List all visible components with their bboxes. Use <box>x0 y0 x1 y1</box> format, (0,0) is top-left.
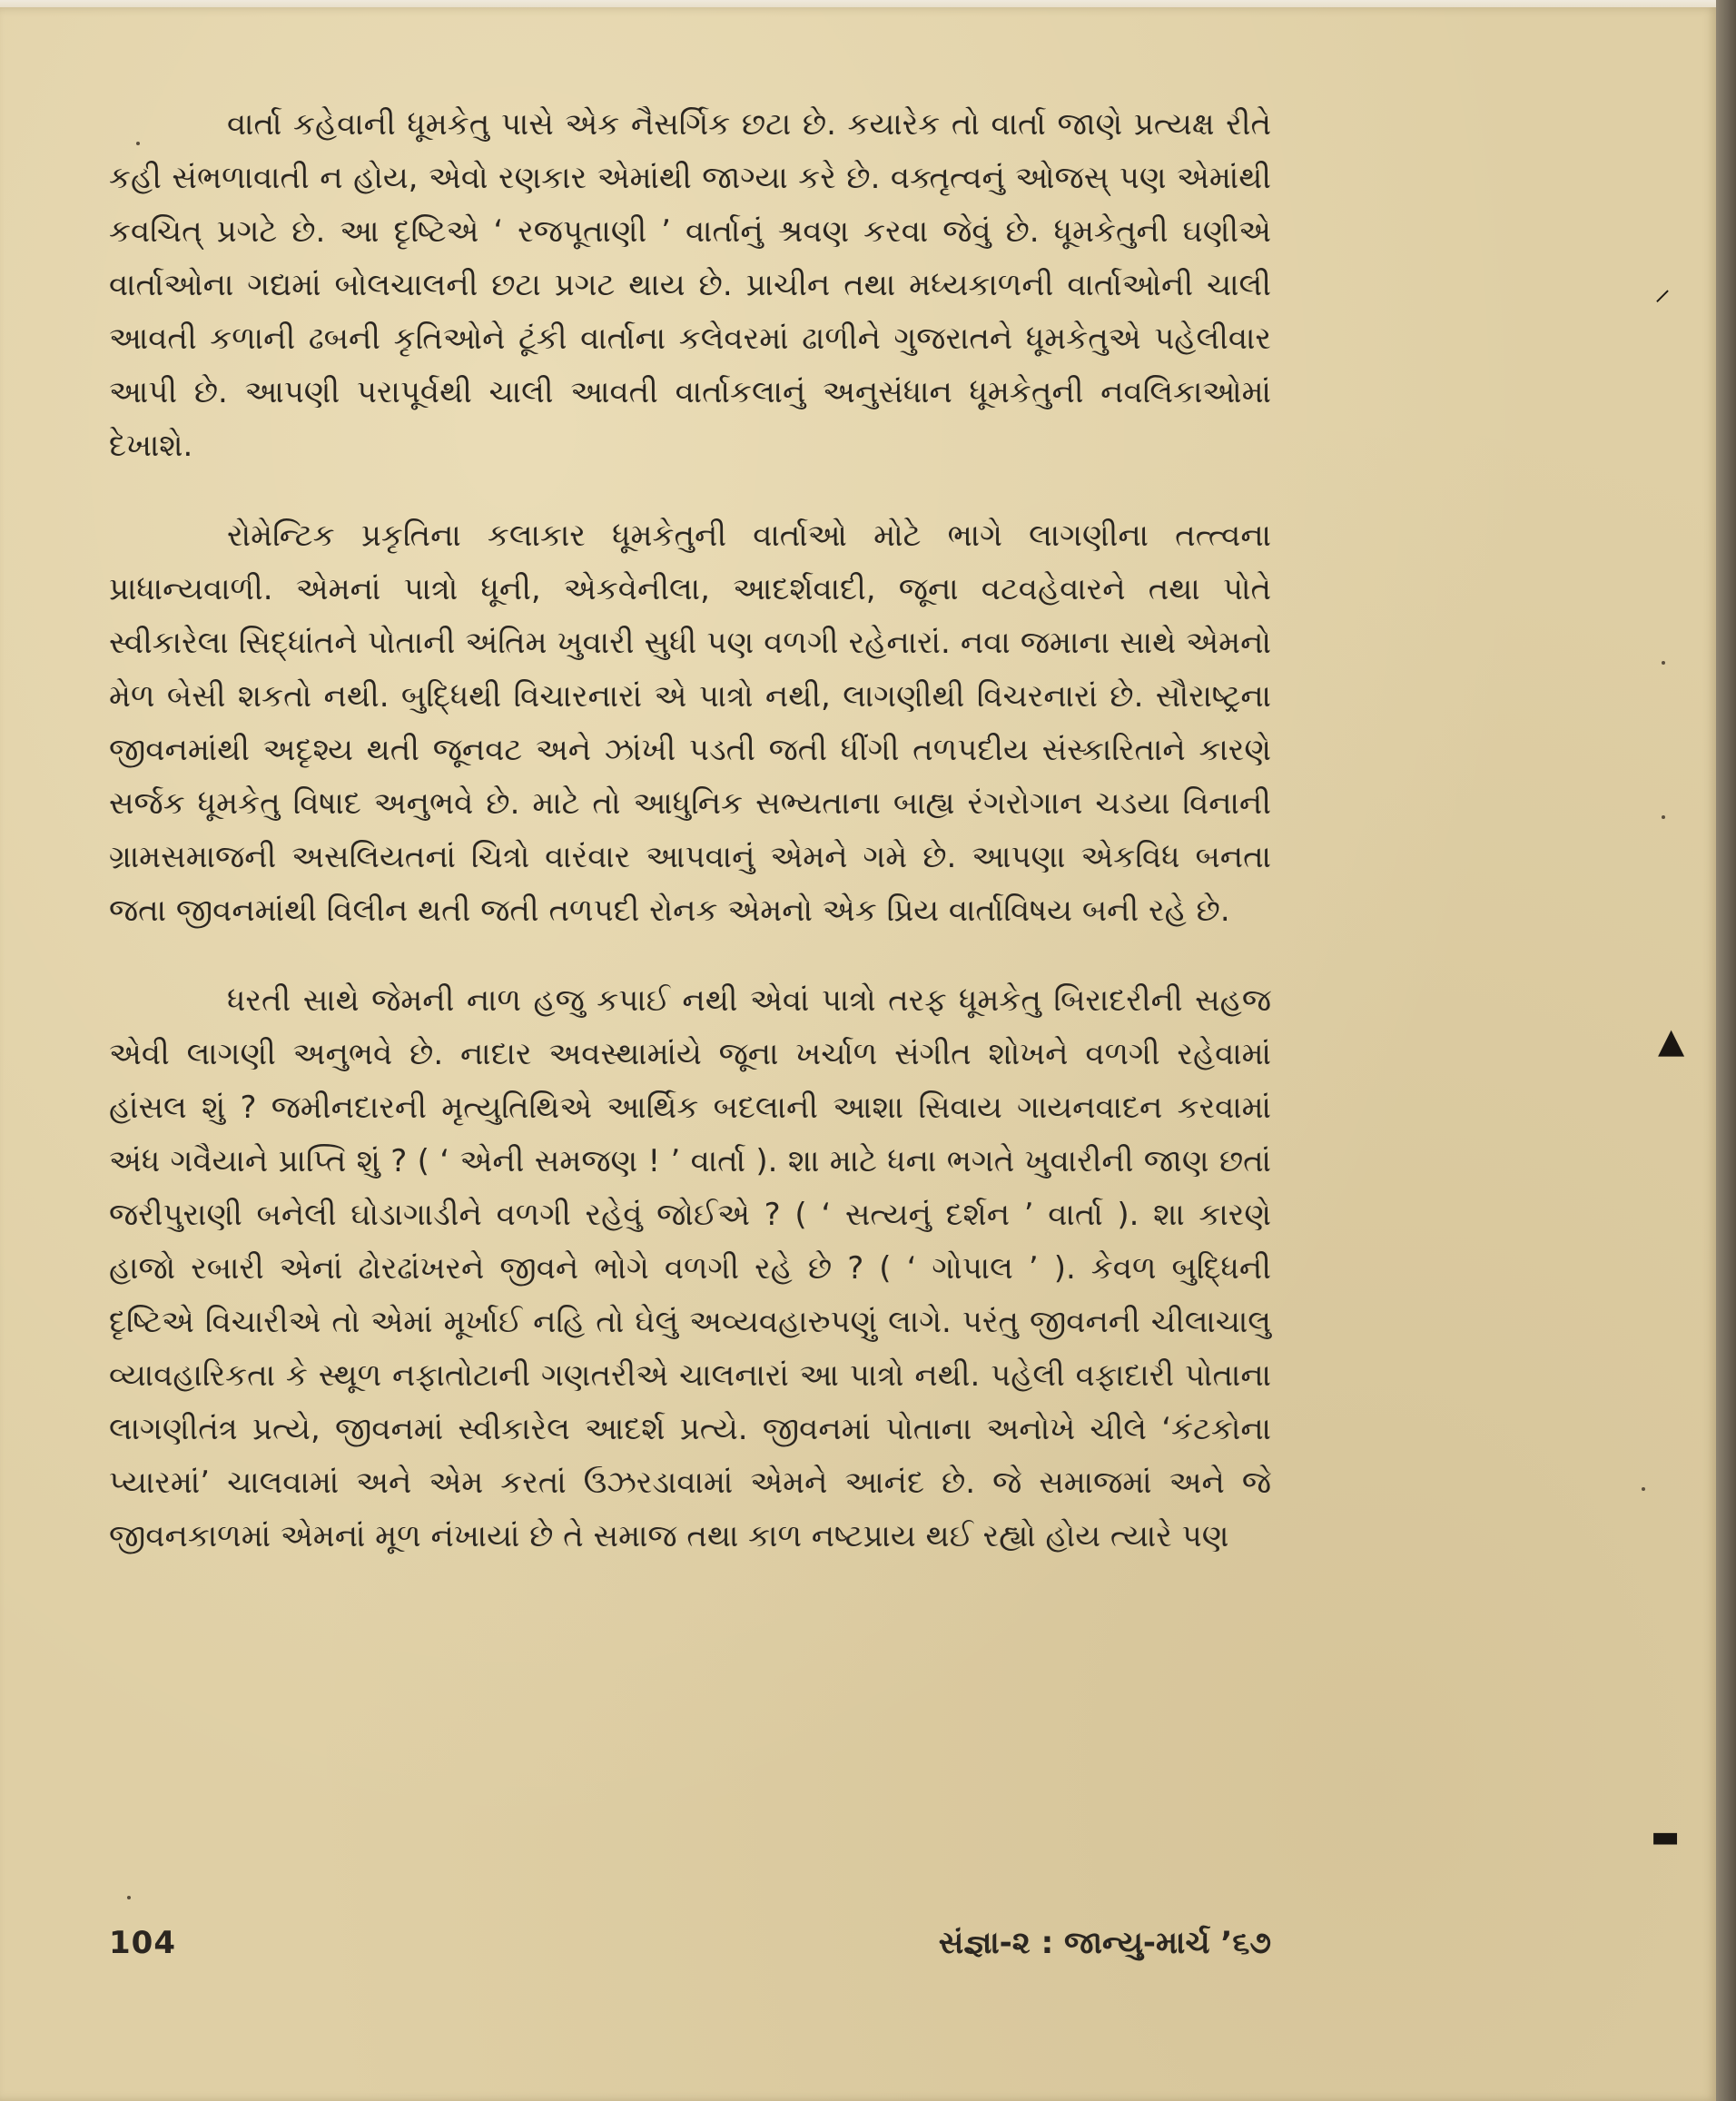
running-footer: સંજ્ઞા-૨ : જાન્યુ-માર્ચ ’૬૭ <box>938 1925 1271 1961</box>
paragraph-1: વાર્તા કહેવાની ધૂમકેતુ પાસે એક નૈસર્ગિક છટા છે. કયારેક તો વાર્તા જાણે પ્રત્યક્ષ રીતે કહી સંભળાવાતી ન હોય, એવો રણકાર એમાંથી જાગ્યા કરે છે. વક્તૃત્વનું ઓજસ્ પણ એમાંથી કવચિત્ પ્રગટે છે. આ દૃષ્ટિએ ‘ રજપૂતાણી ’ વાર્તાનું શ્રવણ કરવા જેવું છે. ધૂમકેતુની ઘણીએ વાર્તાઓના ગદ્યમાં બોલચાલની છટા પ્રગટ થાય છે. પ્રાચીન તથા મધ્યકાળની વાર્તાઓની ચાલી આવતી કળાની ઢબની કૃતિઓને ટૂંકી વાર્તાના કલેવરમાં ઢાળીને ગુજરાતને ધૂમકેતુએ પહેલીવાર આપી છે. આપણી પરાપૂર્વથી ચાલી આવતી વાર્તાકલાનું અનુસંધાન ધૂમકેતુની નવલિકાઓમાં દેખાશે. <box>109 106 1271 464</box>
paper-speck <box>136 142 140 145</box>
paper-speck <box>1642 1487 1645 1491</box>
paragraph-2: રોમેન્ટિક પ્રકૃતિના કલાકાર ધૂમકેતુની વાર્તાઓ મોટે ભાગે લાગણીના તત્ત્વના પ્રાધાન્યવાળી. એમનાં પાત્રો ધૂની, એકવેનીલા, આદર્શવાદી, જૂના વટવહેવારને તથા પોતે સ્વીકારેલા સિદ્ધાંતને પોતાની અંતિમ ખુવારી સુધી પણ વળગી રહેનારાં. નવા જમાના સાથે એમનો મેળ બેસી શકતો નથી. બુદ્ધિથી વિચારનારાં એ પાત્રો નથી, લાગણીથી વિચરનારાં છે. સૌરાષ્ટ્રના જીવનમાંથી અદૃશ્ય થતી જૂનવટ અને ઝાંખી પડતી જતી ધીંગી તળપદીય સંસ્કારિતાને કારણે સર્જક ધૂમકેતુ વિષાદ અનુભવે છે. માટે તો આધુનિક સભ્યતાના બાહ્ય રંગરોગાન ચડયા વિનાની ગ્રામસમાજની અસલિયતનાં ચિત્રો વારંવાર આપવાનું એમને ગમે છે. આપણા એકવિધ બનતા જતા જીવનમાંથી વિલીન થતી જતી તળપદી રોનક એમનો એક પ્રિય વાર્તાવિષય બની રહે છે. <box>109 518 1271 929</box>
margin-tick-mark: ⸝ <box>1654 271 1671 308</box>
margin-arrow-mark: ▲ <box>1658 1021 1685 1060</box>
body-text <box>109 98 1271 1563</box>
paper-speck <box>127 1896 131 1899</box>
paragraph-3: ધરતી સાથે જેમની નાળ હજુ કપાઈ નથી એવાં પાત્રો તરફ ધૂમકેતુ બિરાદરીની સહજ એવી લાગણી અનુભવે છે. નાદાર અવસ્થામાંયે જૂના ખર્ચાળ સંગીત શોખને વળગી રહેવામાં હાંસલ શું ? જમીનદારની મૃત્યુતિથિએ આર્થિક બદલાની આશા સિવાય ગાયનવાદન કરવામાં અંધ ગવૈયાને પ્રાપ્તિ શું ? ( ‘ એની સમજણ ! ’ વાર્તા ). શા માટે ધના ભગતે ખુવારીની જાણ છતાં જરીપુરાણી બનેલી ઘોડાગાડીને વળગી રહેવું જોઈએ ? ( ‘ સત્યનું દર્શન ’ વાર્તા ). શા કારણે હાજો રબારી એનાં ઢોરઢાંખરને જીવને ભોગે વળગી રહે છે ? ( ‘ ગોપાલ ’ ). કેવળ બુદ્ધિની દૃષ્ટિએ વિચારીએ તો એમાં મૂર્ખાઈ નહિ તો ઘેલું અવ્યવહારુપણું લાગે. પરંતુ જીવનની ચીલાચાલુ વ્યાવહારિકતા કે સ્થૂળ નફાતોટાની ગણતરીએ ચાલનારાં આ પાત્રો નથી. પહેલી વફાદારી પોતાના લાગણીતંત્ર પ્રત્યે, જીવનમાં સ્વીકારેલ આદર્શ પ્રત્યે. જીવનમાં પોતાના અનોખે ચીલે ‘કંટકોના પ્યારમાં’ ચાલવામાં અને એમ કરતાં ઉઝરડાવામાં એમને આનંદ છે. જે સમાજમાં અને જે જીવનકાળમાં એમનાં મૂળ નંખાયાં છે તે સમાજ તથા કાળ નષ્ટપ્રાય થઈ રહ્યો હોય ત્યારે પણ <box>109 982 1271 1554</box>
page-footer <box>109 1925 1271 1979</box>
paper-speck <box>1662 661 1665 665</box>
margin-flag-mark: ▬ <box>1651 1819 1681 1855</box>
book-page <box>0 7 1718 2101</box>
paper-speck <box>1662 815 1665 819</box>
scan-right-border <box>1716 0 1736 2101</box>
page-number: 104 <box>109 1925 176 1961</box>
